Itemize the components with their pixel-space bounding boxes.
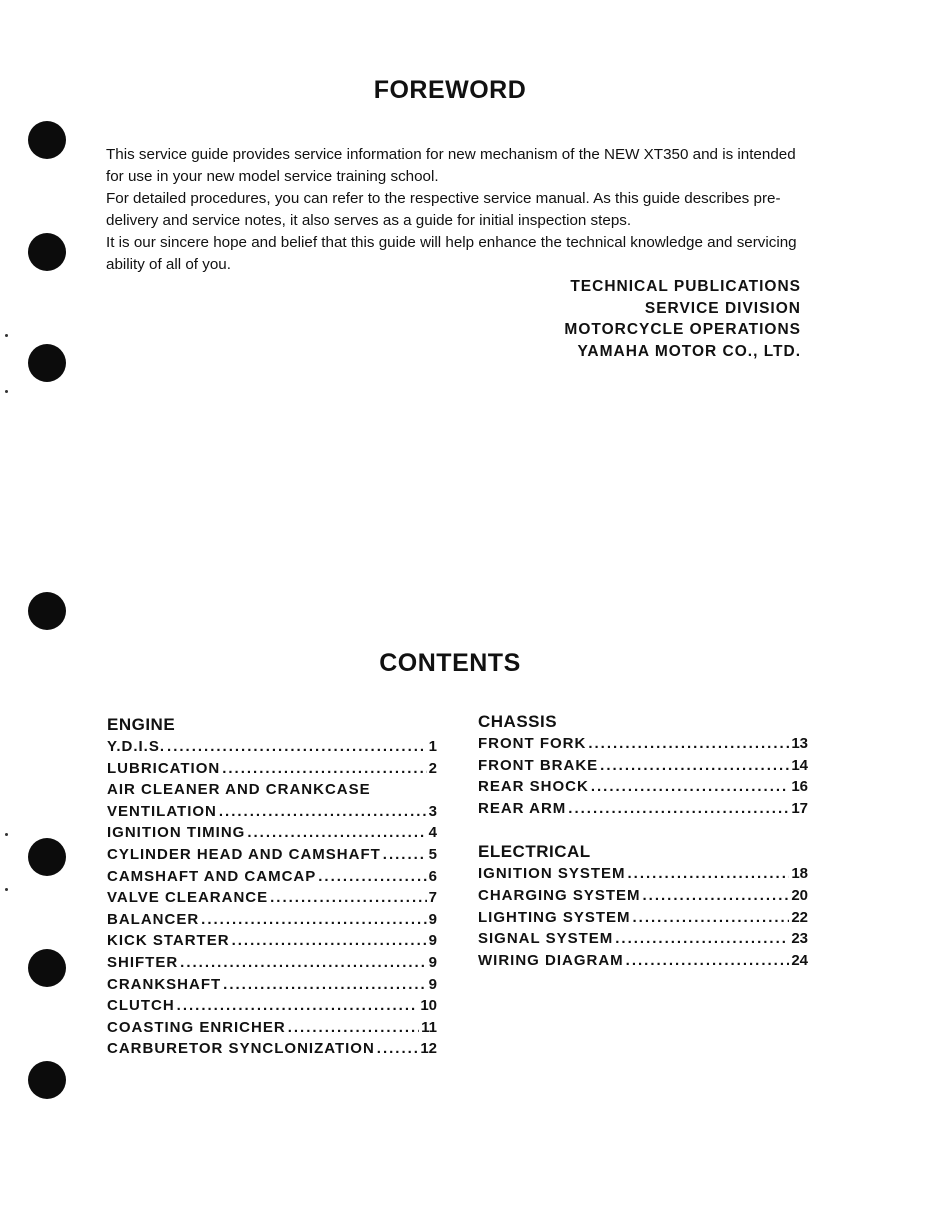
toc-label: CHARGING SYSTEM [478,886,641,904]
toc-label: CRANKSHAFT [107,975,222,993]
toc-entry[interactable] [107,952,437,974]
toc-label: SIGNAL SYSTEM [478,930,614,948]
signature-block [564,276,801,362]
toc-entry[interactable] [107,779,437,801]
dot-leader [591,776,789,798]
toc-page: 7 [428,889,437,907]
toc-label: IGNITION TIMING [107,824,246,842]
toc-entry[interactable] [107,887,437,909]
foreword-body [106,144,806,276]
signature-line: TECHNICAL PUBLICATIONS [570,278,801,295]
dot-leader [383,844,427,866]
dot-leader [288,1017,419,1039]
toc-label: WIRING DIAGRAM [478,951,624,969]
toc-label: CLUTCH [107,997,175,1015]
dot-leader [232,930,427,952]
dot-leader [219,801,427,823]
toc-label: BALANCER [107,910,200,928]
toc-entry[interactable] [107,736,437,758]
toc-entry[interactable] [478,885,808,907]
binder-hole [28,233,66,271]
section-heading-chassis: CHASSIS [478,712,558,731]
toc-page: 10 [420,997,437,1015]
toc-page: 9 [428,975,437,993]
toc-page: 17 [791,799,808,817]
contents-title: CONTENTS [379,649,521,677]
toc-entry[interactable] [478,863,808,885]
dot-leader [201,909,426,931]
toc-entry[interactable] [107,822,437,844]
dot-leader [600,755,789,777]
toc-page: 5 [428,845,437,863]
dot-leader [167,736,427,758]
toc-entry[interactable] [478,928,808,950]
toc-page: 24 [791,951,808,969]
toc-page: 6 [428,867,437,885]
scan-speck [5,833,8,836]
toc-page: 11 [421,1018,437,1036]
toc-label: FRONT BRAKE [478,756,599,774]
toc-entry[interactable] [107,1017,437,1039]
toc-page: 18 [791,865,808,883]
toc-label: IGNITION SYSTEM [478,865,626,883]
toc-label: REAR SHOCK [478,778,589,796]
toc-label: Y.D.I.S. [107,738,166,755]
dot-leader [626,950,790,972]
toc-entry[interactable] [107,930,437,952]
foreword-paragraph: For detailed procedures, you can refer to the respective service manual. As this guide describes pre-delivery and service notes, it also serves as a guide for initial inspection steps. [106,190,781,229]
toc-label: KICK STARTER [107,932,230,950]
toc-entry[interactable] [107,844,437,866]
dot-leader [247,822,426,844]
toc-page: 20 [791,886,808,904]
toc-label: VALVE CLEARANCE [107,889,269,907]
toc-entry[interactable] [107,866,437,888]
toc-page: 22 [791,908,808,926]
dot-leader [223,974,426,996]
dot-leader [318,866,426,888]
toc-label: SHIFTER [107,953,179,971]
toc-entry[interactable] [107,1038,437,1060]
signature-line: SERVICE DIVISION [644,299,801,317]
toc-label: COASTING ENRICHER [107,1018,286,1036]
dot-leader [633,907,790,929]
binder-hole [28,121,66,159]
toc-entry[interactable] [107,995,437,1017]
binder-hole [28,592,66,630]
binder-hole [28,838,66,876]
section-spacer [478,819,808,841]
binder-hole [28,949,66,987]
section-heading-electrical: ELECTRICAL [478,842,591,862]
scan-speck [5,888,8,891]
toc-page: 4 [428,824,437,842]
toc-page: 9 [428,932,437,950]
dot-leader [377,1038,419,1060]
toc-page: 1 [428,738,437,755]
toc-entry[interactable] [107,909,437,931]
dot-leader [270,887,427,909]
signature-line: MOTORCYCLE OPERATIONS [564,321,801,338]
toc-label: LIGHTING SYSTEM [478,908,631,926]
scan-speck [5,334,8,337]
toc-label: VENTILATION [107,802,217,820]
toc-page: 9 [428,953,437,971]
dot-leader [568,798,789,820]
toc-page: 13 [791,735,808,752]
toc-entry[interactable] [107,758,437,780]
dot-leader [643,885,790,907]
dot-leader [628,863,790,885]
toc-page: 2 [428,759,437,777]
toc-label: CYLINDER HEAD AND CAMSHAFT [107,845,381,863]
binder-hole [28,1061,66,1099]
foreword-paragraph: It is our sincere hope and belief that this guide will help enhance the technical knowledge and servicing ability of all of you. [106,234,797,273]
toc-label: LUBRICATION [107,759,221,777]
toc-label: AIR CLEANER AND CRANKCASE [107,781,371,799]
toc-entry[interactable] [478,798,808,820]
foreword-paragraph: This service guide provides service information for new mechanism of the NEW XT350 and is intended for use in your new model service training school. [106,146,796,185]
toc-label: REAR ARM [478,799,567,817]
toc-page: 12 [420,1040,437,1058]
foreword-title: FOREWORD [373,76,527,104]
toc-page: 3 [428,802,437,820]
section-heading-engine: ENGINE [107,715,176,734]
toc-entry[interactable] [107,801,437,823]
toc-entry[interactable] [478,733,808,755]
dot-leader [177,995,419,1017]
scan-speck [5,390,8,393]
toc-entry[interactable] [478,755,808,777]
toc-entry[interactable] [478,950,808,972]
dot-leader [222,758,426,780]
toc-label: CARBURETOR SYNCLONIZATION [107,1040,375,1058]
toc-page: 23 [791,930,808,948]
binder-hole [28,344,66,382]
toc-page: 16 [791,778,808,796]
dot-leader [615,928,789,950]
toc-label: CAMSHAFT AND CAMCAP [107,867,317,885]
contents-left-column [107,714,437,1060]
toc-page: 9 [428,910,437,928]
toc-page: 14 [791,756,808,774]
toc-entry[interactable] [478,776,808,798]
dot-leader [588,733,789,755]
contents-right-column [478,711,808,971]
signature-line: YAMAHA MOTOR CO., LTD. [577,342,801,360]
dot-leader [180,952,426,974]
toc-entry[interactable] [478,907,808,929]
toc-entry[interactable] [107,974,437,996]
toc-label: FRONT FORK [478,735,587,752]
